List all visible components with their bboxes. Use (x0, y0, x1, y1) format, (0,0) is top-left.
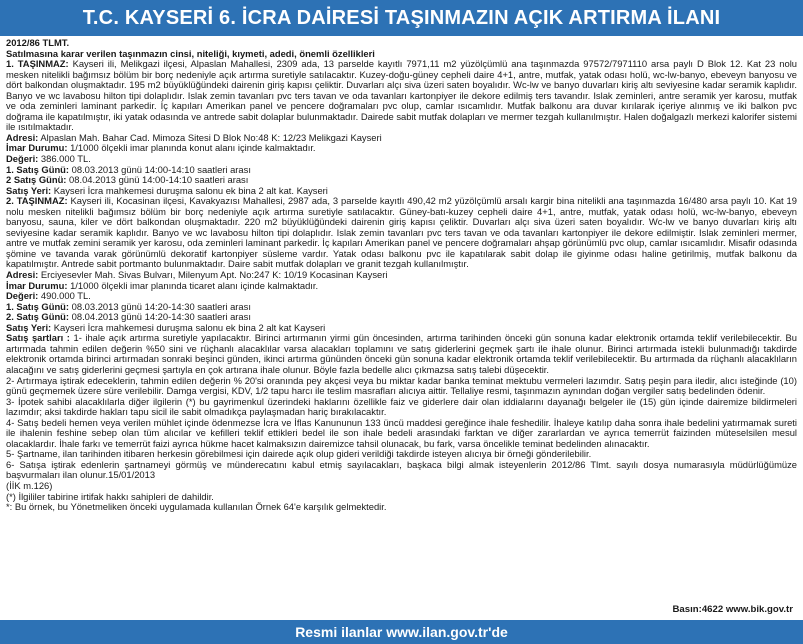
footnote-1: (*) İlgililer tabirine irtifak hakkı sahipleri de dahildir. (6, 490, 214, 502)
condition-6: 6- Satışa iştirak edenlerin şartnameyi görmüş ve münderecatını kabul etmiş sayılacakları, başkaca bilgi almak isteyenlerin 2012/86 Tlmt. sayılı dosya numarasıyla müdürlüğümüze başvurmaları ilan olunur.15/01/2013 (6, 458, 797, 481)
property-2-address: Adresi: Erciyesevler Mah. Sivas Bulvarı, Milenyum Apt. No:247 K: 10/19 Kocasinan Kayseri (6, 269, 388, 281)
property-2-sale-day-2: 2. Satış Günü: 08.04.2013 günü 14:20-14:30 saatleri arası (6, 311, 251, 323)
ad-body (6, 38, 797, 513)
property-2-description: 2. TAŞINMAZ: Kayseri ili, Kocasinan ilçesi, Kavakyazısı Mahallesi, 2987 ada, 3 parselde kayıtlı 490,42 m2 yüzölçümlü arsalı kargir bina nitelikli ana taşınmazda 16/480 arsa paylı 10. Kat 19 nolu mesken nitelikli bağımsız bölüm bir borç nedeniyle açık artırma suretiyle satılacaktır. Güney-batı-kuzey cepheli daire 4+1, antre, mutfak, yatak odası holü, wc-lw-banyo, ebeveyn banyosu, sauna, kiler ve dört balkondan oluşmaktadır. 220 m2 büyüklüğündeki dairenin giriş kapısı çeliktir. Duvarları alçı siva üzeri saten boyalıdır. Wc-lw ve banyo duvarları kiriş altı seviyesine kadar seramik kaplıdır. Banyo ve wc lavabosu hilton tipi dolaplıdır. Islak zemin tavanları pvc ters tavan ve oda tavanları kartonpiyer ile dekore edilmiştir. Islak zeminleri mermer, antre ve mutfak zemini seramik yer karosu, oda zeminleri laminant parkedir. İç kapıları Amerikan panel ve pencere doğramaları ahşap görünümlü pvc olup, camlar ısıcamlıdır. Misafir odasında şömine ve tavanda varak görünümlü dekoratif kartonpiyer süsleme vardır. Yatak odası balkonu pvc ile kapatılarak sabit dolap ile giyinme odası haline getirilmiş, mutfak balkonu da kapatılmıştır. Antrede sabit portmanto bulunmaktadır. Daire sabit mutfak dolapları ve granit tezgah kullanılmıştır. (6, 195, 797, 270)
press-info-row (6, 604, 797, 616)
property-2-sale-day-1: 1. Satış Günü: 08.03.2013 günü 14:20-14:30 saatleri arası (6, 300, 251, 312)
condition-3: 3- İpotek sahibi alacaklılarla diğer ilgilerin (*) bu gayrimenkul üzerindeki haklarını özellikle faiz ve giderlere dair olan iddialarını dayanağı belgeler ile (15) gün içinde dairemize bildirmeleri lazımdır; aksi takdirde hakları tapu sicil ile sabit olmadıkça paylaşmadan hariç bırakılacaktır. (6, 395, 797, 418)
press-info: Basın:4622 www.bik.gov.tr (672, 604, 793, 615)
property-2-sale-place: Satış Yeri: Kayseri İcra mahkemesi duruşma salonu ek bina 2 alt kat Kayseri (6, 321, 326, 333)
intro-line: Satılmasına karar verilen taşınmazın cinsi, niteliği, kıymeti, adedi, önemli özellikleri (6, 47, 375, 59)
ad-title: T.C. KAYSERİ 6. İCRA DAİRESİ TAŞINMAZIN AÇIK ARTIRMA İLANI (0, 0, 803, 36)
property-1-sale-day-2: 2 Satış Günü: 08.04.2013 günü 14:00-14:10 saatleri arası (6, 174, 249, 186)
property-1-sale-day-1: 1. Satış Günü: 08.03.2013 günü 14:00-14:10 saatleri arası (6, 163, 251, 175)
condition-4: 4- Satış bedeli hemen veya verilen mühlet içinde ödenmezse İcra ve İflas Kanununun 133 üncü maddesi gereğince ihale feshedilir. İhaleye katılıp daha sonra ihale bedelini yatırmamak sureti ile ihalenin feshine sebep olan tüm alıcılar ve kefilleri teklif ettikleri bedel ile son ihale bedeli arasındaki farktan ve diğer zararlardan ve ayrıca temerrüt faizinden müteselsilen mesul olacaklardır. İhale farkı ve temerrüt faizi ayrıca hükme hacet kalmaksızın dairemizce tahsil olunacak, bu fark, varsa öncelikle teminat bedelinden alınacaktır. (6, 416, 797, 449)
property-1-zoning: İmar Durumu: 1/1000 ölçekli imar planında konut alanı içinde kalmaktadır. (6, 142, 316, 154)
law-reference: (İİK m.126) (6, 479, 53, 491)
condition-2: 2- Artırmaya iştirak edeceklerin, tahmin edilen değerin % 20'si oranında pey akçesi veya bu miktar kadar banka teminat mektubu vermeleri lazımdır. Satış peşin para iledir, alıcı isteğinde (10) günü geçmemek üzere süre verilebilir. Damga vergisi, KDV, 1/2 tapu harcı ile teslim masrafları alıcıya aittir. Tellaliye resmi, taşınmazın aynından doğan vergiler satış bedelinden ödenir. (6, 374, 797, 397)
property-1-value: Değeri: 386.000 TL. (6, 153, 91, 165)
condition-1: Satış şartları : 1- ihale açık artırma suretiyle yapılacaktır. Birinci artırmanın yirmi gün öncesinden, artırma tarihinden önceki gün sonuna kadar elektronik ortamda teklif verilebilecektir. Bu artırmada tahmin edilen değerin %50 sini ve rüçhanlı alacaklılar varsa alacakları toplamını ve satış giderlerini geçmek şartı ile ihale olunur. Birinci artırmada istekli bulunmadığı takdirde elektronik ortamda birinci artırmadan sonraki beşinci günden, ikinci artırma gününden önceki gün sonuna kadar elektronik ortamda teklif verilebilecektir. Bu artırmada da rüçhanlı alacaklıların alacağını ve satış giderlerini geçmesi şartıyla en çok artırana ihale olunur. Böyle fazla bedelle alıcı çıkmazsa satış talebi düşecektir. (6, 332, 797, 375)
condition-5: 5- Şartname, ilan tarihinden itibaren herkesin görebilmesi için dairede açık olup gideri verildiği takdirde isteyen alıcıya bir örneği gönderilebilir. (6, 448, 592, 460)
property-2-value: Değeri: 490.000 TL. (6, 290, 91, 302)
property-1-sale-place: Satış Yeri: Kayseri İcra mahkemesi duruşma salonu ek bina 2 alt kat. Kayseri (6, 184, 328, 196)
footnote-2: *: Bu örnek, bu Yönetmeliken önceki uygulamada kullanılan Örnek 64'e karşılık gelmektedir. (6, 501, 387, 513)
file-number: 2012/86 TLMT. (6, 37, 70, 48)
footer-banner: Resmi ilanlar www.ilan.gov.tr'de (0, 620, 803, 644)
property-1-description: 1. TAŞINMAZ: Kayseri ili, Melikgazi ilçesi, Alpaslan Mahallesi, 2309 ada, 13 parselde kayıtlı 7971,11 m2 yüzölçümlü ana taşınmazda 97572/7971110 arsa paylı D Blok 12. Kat 23 nolu mesken nitelikli bağımsız bölüm bir borç nedeniyle açık artırma suretiyle satılacaktır. Kuzey-doğu-güney cepheli daire 4+1, antre, mutfak, yatak odası holü, wc-lw-banyo, ebeveyn banyosu ve dört balkondan oluşmaktadır. 195 m2 büyüklüğündeki dairenin giriş kapısı çeliktir. Duvarları alçı siva üzeri saten boyalıdır. Wc-lw ve banyo duvarları kiriş altı seviyesine kadar seramik kaplıdır. Banyo ve wc lavabosu hilton tipi dolaplıdır. Islak zemin tavanları pvc ters tavan ve oda tavanları kartonpiyer ile dekore edilmiş ters tavandır. Islak zeminleri, antre seramik yer karosu, mutfak ve oda zeminleri laminant parkedir. İç kapıları Amerikan panel ve pencere doğramaları pvc olup, camlar ısıcamlıdır. Mutfak balkonu ara duvar kırılarak içeriye alınmış ve iki balkon pvc doğrama ile kapatılmıştır, iki yatak odasında ve antrede sabit dolaplar bulunmaktadır. Dairede sabit mutfak dolapları ve mermer tezgah kullanılmıştır. Halen doğalgazlı merkezi kalorifer sistemi ile ısıtılmaktadır. (6, 58, 798, 133)
property-1-address: Adresi: Alpaslan Mah. Bahar Cad. Mimoza Sitesi D Blok No:48 K: 12/23 Melikgazi Kayseri (6, 131, 382, 143)
property-2-zoning: İmar Durumu: 1/1000 ölçekli imar planında ticaret alanı içinde kalmaktadır. (6, 279, 319, 291)
